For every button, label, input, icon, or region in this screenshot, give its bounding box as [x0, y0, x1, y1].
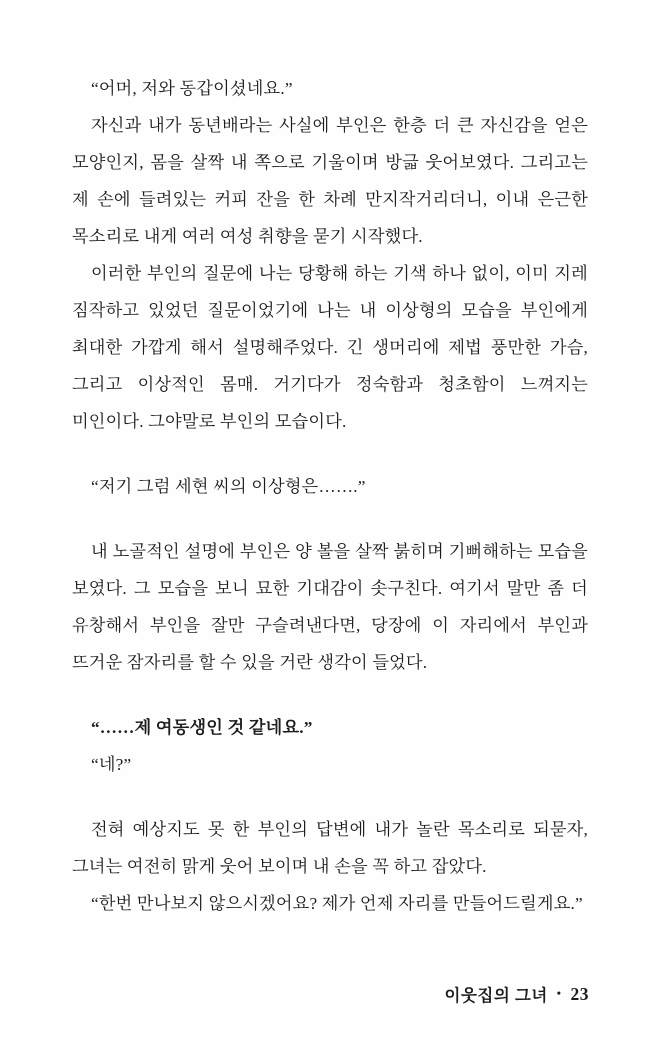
page-text-body: [72, 70, 588, 922]
body-paragraph-4: 전혀 예상지도 못 한 부인의 답변에 내가 놀란 목소리로 되묻자, 그녀는 여전히 맑게 웃어 보이며 내 손을 꼭 하고 잡았다.: [72, 820, 588, 876]
footer-book-title: 이웃집의 그녀: [444, 986, 548, 1005]
dialogue-line-4: “네?”: [91, 755, 132, 774]
dialogue-line-3-emphasized: “……제 여동생인 것 같네요.”: [91, 718, 313, 737]
paragraph-spacer-1: [72, 440, 588, 468]
dialogue-line-1: “어머, 저와 동갑이셨네요.”: [91, 79, 293, 98]
footer-separator-dot: •: [556, 986, 562, 1000]
body-paragraph-3: 내 노골적인 설명에 부인은 양 볼을 살짝 붉히며 기뻐해하는 모습을 보였다. 그 모습을 보니 묘한 기대감이 솟구친다. 여기서 말만 좀 더 유창해서 부인을 잘만 구슬려낸다면, 당장에 이 자리에서 부인과 뜨거운 잠자리를 할 수 있을 거란 생각이 들었다.: [72, 542, 588, 672]
body-paragraph-1: 자신과 내가 동년배라는 사실에 부인은 한층 더 큰 자신감을 얻은 모양인지, 몸을 살짝 내 쪽으로 기울이며 방긃 웃어보였다. 그리고는 제 손에 들려있는 커피 잔을 한 차례 만지작거리더니, 이내 은근한 목소리로 내게 여러 여성 취향을 묻기 시작했다.: [72, 116, 588, 246]
dialogue-line-2: “저기 그럼 세현 씨의 이상형은…….”: [91, 477, 366, 496]
page-number: 23: [570, 983, 589, 1004]
page-footer: [445, 982, 589, 1006]
dialogue-line-5: “한번 만나보지 않으시겠어요? 제가 언제 자리를 만들어드릴게요.”: [91, 894, 583, 913]
paragraph-spacer-3: [72, 681, 588, 709]
paragraph-spacer-2: [72, 505, 588, 533]
body-paragraph-2: 이러한 부인의 질문에 나는 당황해 하는 기색 하나 없이, 이미 지레 짐작하고 있었던 질문이었기에 나는 내 이상형의 모습을 부인에게 최대한 가깝게 해서 설명해주었다. 긴 생머리에 제법 풍만한 가슴, 그리고 이상적인 몸매. 거기다가 정숙함과 청초함이 느껴지는 미인이다. 그야말로 부인의 모습이다.: [72, 264, 588, 431]
paragraph-spacer-4: [72, 783, 588, 811]
